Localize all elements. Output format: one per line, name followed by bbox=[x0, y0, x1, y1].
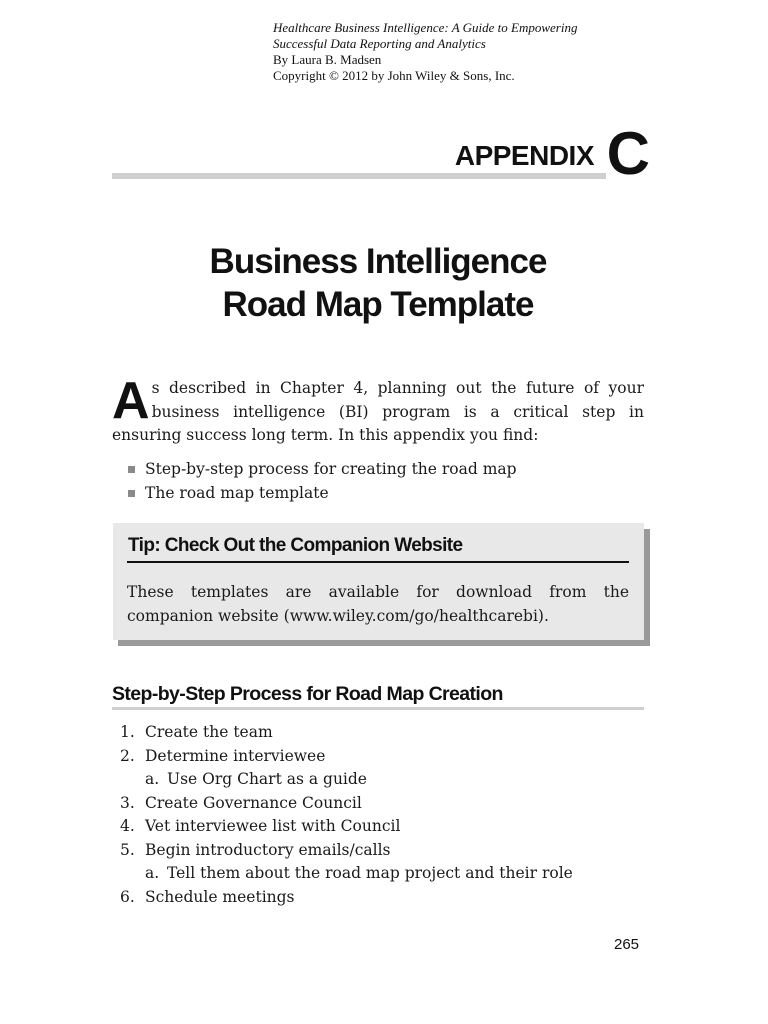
substep-text: Use Org Chart as a guide bbox=[167, 770, 367, 788]
step-item bbox=[112, 745, 644, 769]
appendix-letter: C bbox=[606, 120, 650, 187]
appendix-word: APPENDIX bbox=[454, 140, 594, 171]
step-number: 3. bbox=[120, 793, 135, 812]
step-number: 2. bbox=[120, 746, 135, 765]
step-number: 5. bbox=[120, 840, 135, 859]
step-item bbox=[112, 815, 644, 839]
appendix-rule bbox=[112, 173, 606, 179]
steps-list bbox=[112, 721, 644, 909]
step-text: Create Governance Council bbox=[145, 793, 362, 812]
step-number: 6. bbox=[120, 887, 135, 906]
list-item-text: The road map template bbox=[145, 483, 329, 502]
step-item bbox=[112, 839, 644, 863]
tip-box bbox=[113, 523, 644, 640]
book-citation bbox=[273, 20, 693, 84]
substep-letter: a. bbox=[145, 864, 160, 882]
step-text: Begin introductory emails/calls bbox=[145, 840, 391, 859]
bullet-square-icon bbox=[128, 490, 135, 497]
drop-cap: A bbox=[112, 372, 150, 430]
step-number: 1. bbox=[120, 723, 135, 741]
chapter-title-line2: Road Map Template bbox=[222, 285, 534, 324]
step-number: 4. bbox=[120, 817, 135, 835]
step-text: Determine interviewee bbox=[145, 746, 326, 765]
page-number: 265 bbox=[614, 936, 640, 953]
book-author: By Laura B. Madsen bbox=[273, 52, 382, 67]
bullet-square-icon bbox=[128, 466, 135, 473]
step-text: Schedule meetings bbox=[145, 887, 295, 906]
step-item bbox=[112, 886, 644, 910]
tip-body: These templates are available for download from the companion website (www.wiley.com/go/healthcarebi). bbox=[127, 583, 629, 625]
book-title-line2: Successful Data Reporting and Analytics bbox=[273, 36, 486, 51]
section-rule bbox=[112, 707, 644, 710]
step-item bbox=[112, 721, 644, 745]
appendix-contents-list bbox=[128, 458, 648, 505]
book-title-line1: Healthcare Business Intelligence: A Guide to Empowering bbox=[273, 20, 578, 35]
chapter-title-line1: Business Intelligence bbox=[209, 242, 547, 281]
list-item bbox=[128, 482, 648, 506]
list-item-text: Step-by-step process for creating the road map bbox=[145, 460, 517, 478]
intro-paragraph bbox=[112, 372, 644, 448]
step-text: Vet interviewee list with Council bbox=[145, 817, 401, 835]
section-heading: Step-by-Step Process for Road Map Creation bbox=[112, 683, 503, 705]
list-item bbox=[128, 458, 648, 482]
book-copyright: Copyright © 2012 by John Wiley & Sons, Inc. bbox=[273, 68, 515, 83]
substep-item bbox=[112, 862, 644, 886]
chapter-title bbox=[112, 240, 644, 326]
tip-title-rule bbox=[127, 561, 629, 563]
step-text: Create the team bbox=[145, 723, 273, 741]
substep-letter: a. bbox=[145, 770, 160, 788]
step-item bbox=[112, 792, 644, 816]
intro-text: s described in Chapter 4, planning out the future of your business intelligence (BI) program is a critical step in ensuring success long term. In this appendix you find: bbox=[112, 379, 644, 444]
tip-title: Tip: Check Out the Companion Website bbox=[128, 535, 463, 556]
substep-text: Tell them about the road map project and their role bbox=[167, 864, 573, 882]
substep-item bbox=[112, 768, 644, 792]
